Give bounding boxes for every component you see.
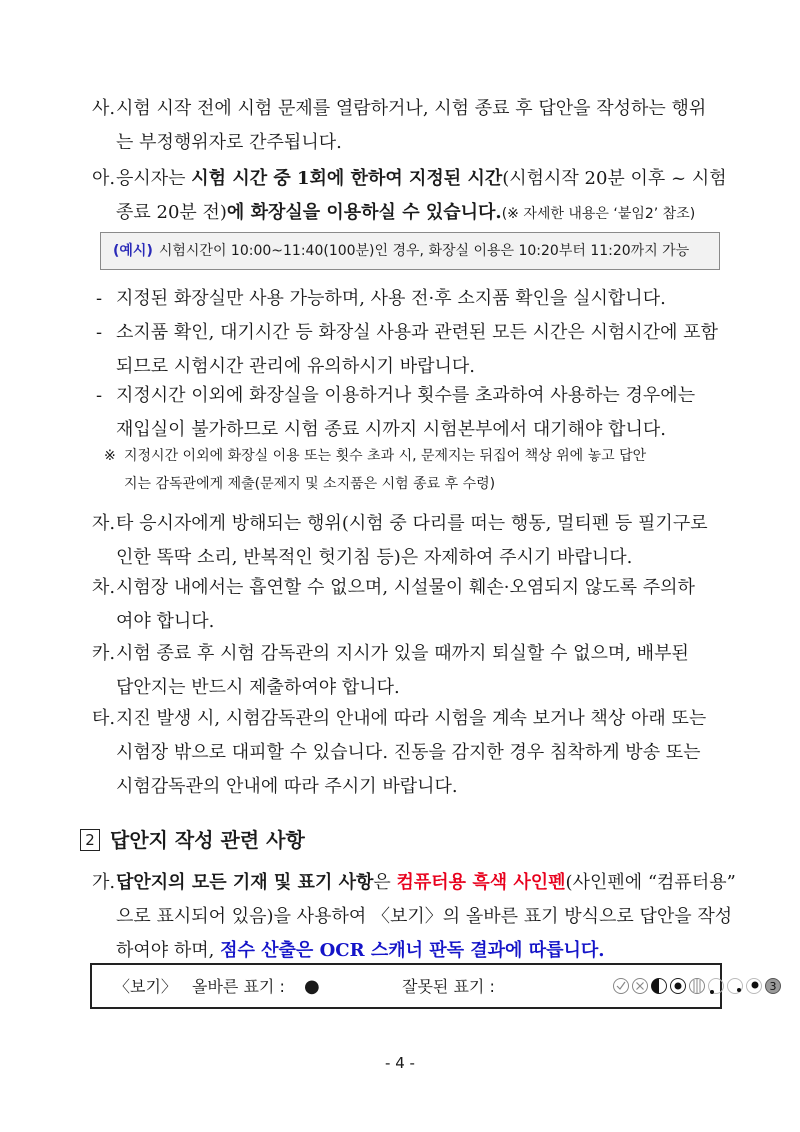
rule-text: 여야 합니다. bbox=[116, 611, 215, 632]
dash-text: 지정된 화장실만 사용 가능하며, 사용 전·후 소지품 확인을 실시합니다. bbox=[116, 288, 666, 309]
note-label: ※ bbox=[104, 448, 116, 464]
example-tag: (예시) bbox=[113, 243, 153, 259]
rule-text: 은 bbox=[373, 872, 397, 893]
check-mark-icon bbox=[612, 977, 630, 995]
numeral-three-icon bbox=[764, 977, 782, 995]
filled-circle-icon: ● bbox=[304, 976, 320, 997]
rule-text: 시험 종료 후 시험 감독관의 지시가 있을 때까지 퇴실할 수 없으며, 배부된 bbox=[116, 643, 689, 664]
rule-text: 답안지는 반드시 제출하여야 합니다. bbox=[116, 677, 400, 698]
rule-text: 타 응시자에게 방해되는 행위(시험 중 다리를 떠는 행동, 멀티펜 등 필기구로 bbox=[116, 513, 708, 534]
rule-text: 시험감독관의 안내에 따라 주시기 바랍니다. bbox=[116, 776, 458, 797]
dash-item-3 bbox=[96, 379, 736, 447]
dash-label: - bbox=[96, 322, 103, 343]
partial-dot-icon bbox=[745, 977, 763, 995]
dash-item-2 bbox=[96, 316, 736, 384]
section-heading bbox=[80, 826, 305, 854]
half-filled-icon bbox=[650, 977, 668, 995]
rule-emphasis: 시험 시간 중 1회에 한하여 지정된 시간 bbox=[191, 168, 503, 189]
note-text: 지정시간 이외에 화장실 이용 또는 횟수 초과 시, 문제지는 뒤집어 책상 위에 놓고 답안 bbox=[124, 448, 647, 464]
rule-text: 인한 똑딱 소리, 반복적인 헛기침 등)은 자제하여 주시기 바랍니다. bbox=[116, 547, 633, 568]
dash-text: 재입실이 불가하므로 시험 종료 시까지 시험본부에서 대기해야 합니다. bbox=[116, 419, 667, 440]
rule-note: (※ 자세한 내용은 ‘붙임2’ 참조) bbox=[501, 206, 696, 222]
dot-bottom-right-icon bbox=[726, 977, 744, 995]
rule-label: 자. bbox=[92, 513, 116, 534]
rule-label: 차. bbox=[92, 577, 116, 598]
rule-text: 종료 20분 전) bbox=[116, 202, 227, 223]
marking-example-box bbox=[90, 963, 777, 1009]
rule-text: 시험 시작 전에 시험 문제를 열람하거나, 시험 종료 후 답안을 작성하는 행위 bbox=[116, 98, 707, 119]
correct-mark-label: 올바른 표기 : bbox=[192, 977, 285, 996]
page-number: - 4 - bbox=[385, 1054, 415, 1072]
note-text: 지는 감독관에게 제출(문제지 및 소지품은 시험 종료 후 수령) bbox=[124, 476, 496, 492]
rule-ta bbox=[92, 702, 732, 804]
rule-sa bbox=[92, 92, 732, 160]
section-title: 답안지 작성 관련 사항 bbox=[110, 828, 305, 852]
example-box bbox=[100, 232, 720, 270]
rule-label: 타. bbox=[92, 708, 116, 729]
dot-in-circle-icon bbox=[669, 977, 687, 995]
dash-label: - bbox=[96, 288, 103, 309]
dash-label: - bbox=[96, 385, 103, 406]
dot-bottom-left-icon bbox=[707, 977, 725, 995]
rule-text: 지진 발생 시, 시험감독관의 안내에 따라 시험을 계속 보거나 책상 아래 또는 bbox=[116, 708, 707, 729]
rule-text: (시험시작 20분 이후 ~ 시험 bbox=[502, 168, 727, 189]
x-mark-icon bbox=[631, 977, 649, 995]
vertical-lines-icon bbox=[688, 977, 706, 995]
rule-label: 아. bbox=[92, 168, 116, 189]
rule-text: 응시자는 bbox=[116, 168, 192, 189]
rule-ga bbox=[92, 866, 736, 968]
rule-ja bbox=[92, 507, 732, 575]
rule-text: 시험장 내에서는 흡연할 수 없으며, 시설물이 훼손·오염되지 않도록 주의하 bbox=[116, 577, 695, 598]
rule-emphasis: 답안지의 모든 기재 및 표기 사항 bbox=[116, 872, 374, 893]
rule-text: 시험장 밖으로 대피할 수 있습니다. 진동을 감지한 경우 침착하게 방송 또는 bbox=[116, 742, 701, 763]
rule-text: 으로 표시되어 있음)을 사용하여 〈보기〉의 올바른 표기 방식으로 답안을 작성 bbox=[116, 906, 733, 927]
rule-label: 사. bbox=[92, 98, 116, 119]
dash-item-1 bbox=[96, 282, 736, 316]
dash-text: 되므로 시험시간 관리에 유의하시기 바랍니다. bbox=[116, 356, 475, 377]
bogi-label: 〈보기〉 bbox=[114, 977, 177, 996]
wrong-mark-icons bbox=[612, 977, 782, 995]
dash-text: 소지품 확인, 대기시간 등 화장실 사용과 관련된 모든 시간은 시험시간에 포함 bbox=[116, 322, 718, 343]
rule-text: 하여야 하며, bbox=[116, 940, 221, 961]
rule-highlight-red: 컴퓨터용 흑색 사인펜 bbox=[396, 872, 566, 893]
rule-text: 는 부정행위자로 간주됩니다. bbox=[116, 132, 342, 153]
dash-text: 지정시간 이외에 화장실을 이용하거나 횟수를 초과하여 사용하는 경우에는 bbox=[116, 385, 696, 406]
rule-emphasis: 에 화장실을 이용하실 수 있습니다. bbox=[226, 202, 502, 223]
rule-label: 가. bbox=[92, 872, 116, 893]
rule-highlight-blue: 점수 산출은 OCR 스캐너 판독 결과에 따릅니다. bbox=[220, 940, 605, 961]
example-text: 시험시간이 10:00~11:40(100분)인 경우, 화장실 이용은 10:20부터 11:20까지 가능 bbox=[158, 243, 690, 259]
rule-cha bbox=[92, 571, 732, 639]
rule-label: 카. bbox=[92, 643, 116, 664]
section-number-box: 2 bbox=[80, 829, 100, 851]
wrong-mark-label: 잘못된 표기 : bbox=[402, 977, 495, 996]
numeral-three-text: 3 bbox=[769, 980, 777, 993]
rule-ka bbox=[92, 637, 732, 705]
rule-a bbox=[92, 162, 732, 231]
note-item bbox=[104, 442, 744, 498]
rule-text: (사인펜에 “컴퓨터용” bbox=[565, 872, 736, 893]
